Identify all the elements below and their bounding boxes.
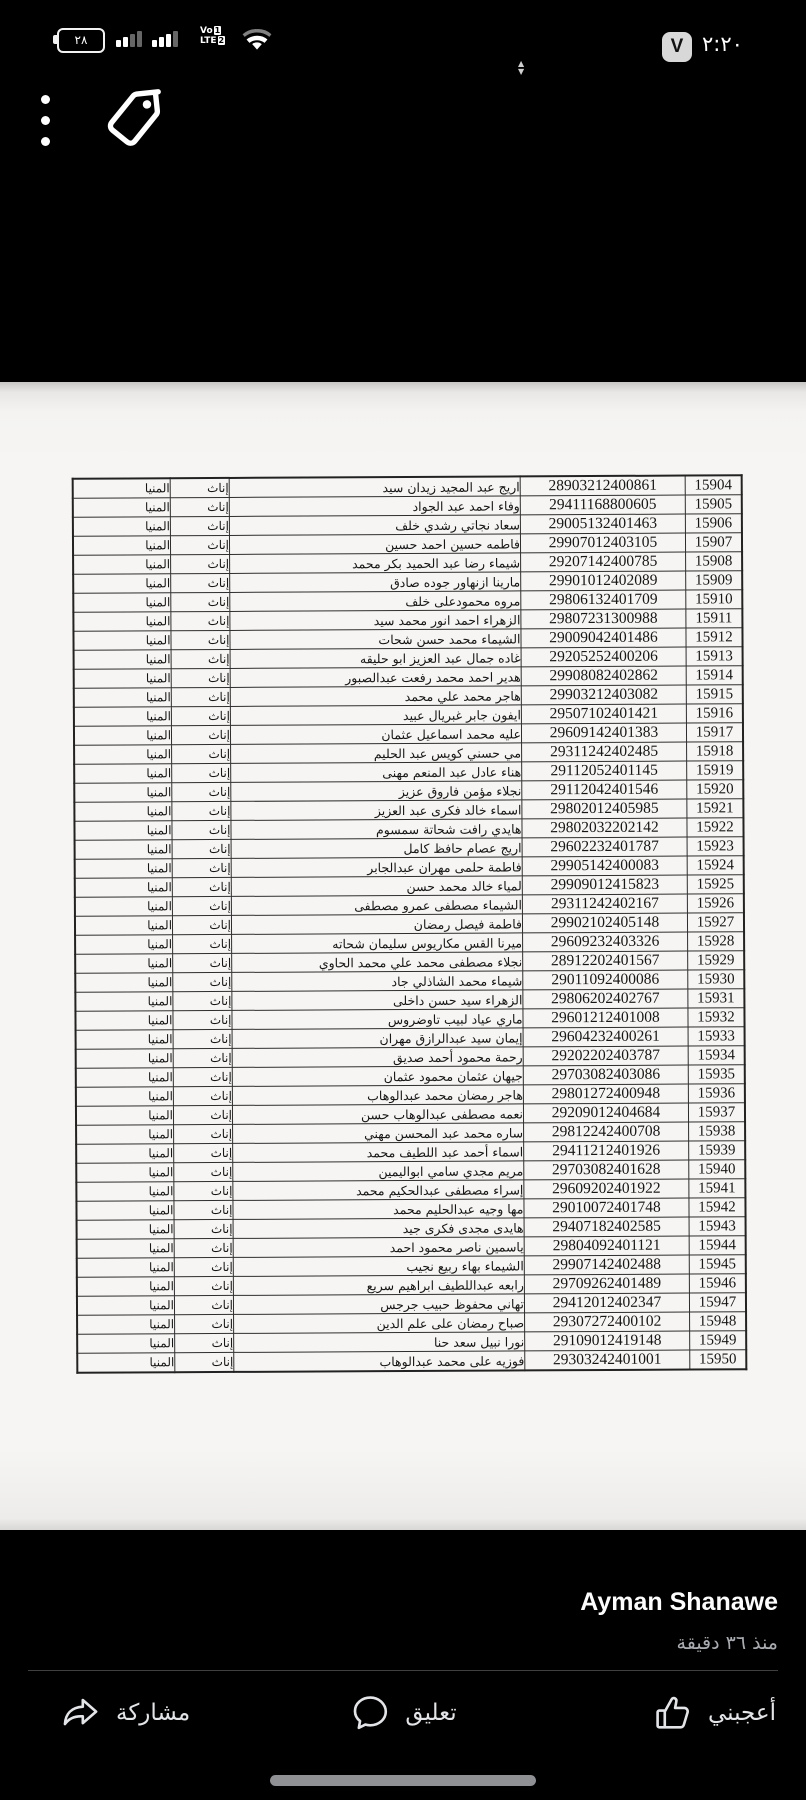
governorate-cell: المنيا — [75, 973, 173, 993]
name-cell: جيهان عثمان محمود عثمان — [232, 1066, 523, 1087]
national-id-cell: 29609142401383 — [521, 723, 686, 743]
serial-cell: 15913 — [686, 647, 743, 666]
national-id-cell: 29601212401008 — [523, 1008, 688, 1028]
gender-cell: إناث — [172, 782, 231, 801]
name-cell: اريج عصام حافظ كامل — [231, 838, 522, 859]
gender-cell: إناث — [175, 1352, 234, 1372]
serial-cell: 15946 — [689, 1274, 746, 1293]
gender-cell: إناث — [172, 801, 231, 820]
serial-cell: 15924 — [687, 856, 744, 875]
serial-cell: 15922 — [687, 818, 744, 837]
gender-cell: إناث — [174, 1162, 233, 1181]
governorate-cell: المنيا — [77, 1277, 175, 1297]
comment-button[interactable] — [349, 1692, 456, 1734]
name-cell: لمياء خالد محمد حسن — [231, 876, 522, 897]
governorate-cell: المنيا — [73, 555, 171, 575]
serial-cell: 15925 — [687, 875, 744, 894]
name-cell: مارينا ازنهاور جوده صادق — [230, 572, 521, 593]
gender-cell: إناث — [171, 573, 230, 592]
serial-cell: 15935 — [688, 1065, 745, 1084]
name-cell: فوزيه على محمد عبدالوهاب — [234, 1351, 525, 1372]
comment-bubble-icon — [349, 1692, 391, 1734]
national-id-cell: 29901012402089 — [521, 571, 686, 591]
name-cell: هدير احمد محمد رفعت عبدالصبور — [230, 667, 521, 688]
serial-cell: 15917 — [686, 723, 743, 742]
governorate-cell: المنيا — [75, 916, 173, 936]
name-cell: هاجر رمضان محمد عبدالوهاب — [232, 1085, 523, 1106]
national-id-cell: 29209012404684 — [523, 1103, 688, 1123]
governorate-cell: المنيا — [76, 1163, 174, 1183]
name-cell: اسماء أحمد عبد اللطيف محمد — [233, 1142, 524, 1163]
national-id-cell: 29807231300988 — [521, 609, 686, 629]
like-label: أعجبني — [707, 1700, 776, 1726]
name-cell: سعاد نجاتي رشدي خلف — [229, 515, 520, 536]
gender-cell: إناث — [173, 972, 232, 991]
serial-cell: 15916 — [686, 704, 743, 723]
serial-cell: 15919 — [687, 761, 744, 780]
governorate-cell: المنيا — [77, 1334, 175, 1354]
gender-cell: إناث — [174, 1295, 233, 1314]
serial-cell: 15929 — [688, 951, 745, 970]
serial-cell: 15943 — [689, 1217, 746, 1236]
name-cell: نجلاء مصطفى محمد علي محمد الحاوي — [232, 952, 523, 973]
name-cell: نورا نبيل سعد حنا — [234, 1332, 525, 1353]
name-cell: ايفون جابر غبريال عبيد — [230, 705, 521, 726]
governorate-cell: المنيا — [75, 878, 173, 898]
name-cell: الشيماء محمد حسن شحات — [230, 629, 521, 650]
gender-cell: إناث — [173, 934, 232, 953]
share-arrow-icon — [58, 1692, 102, 1734]
national-id-cell: 29703082401628 — [524, 1160, 689, 1180]
gender-cell: إناث — [175, 1314, 234, 1333]
national-id-cell: 29303242401001 — [525, 1350, 690, 1370]
gender-cell: إناث — [170, 535, 229, 554]
gender-cell: إناث — [171, 668, 230, 687]
national-id-cell: 29411212401926 — [524, 1141, 689, 1161]
name-cell: اريج عبد المجيد زيدان سيد — [229, 476, 520, 497]
national-id-cell: 29411168800605 — [520, 495, 685, 515]
gender-cell: إناث — [175, 1333, 234, 1352]
name-cell: فاطمه حسين احمد حسين — [229, 534, 520, 555]
name-cell: شيماء رضا عبد الحميد بكر محمد — [230, 553, 521, 574]
governorate-cell: المنيا — [73, 536, 171, 556]
serial-cell: 15912 — [686, 628, 743, 647]
name-cell: شيماء محمد الشاذلي جاد — [232, 971, 523, 992]
gender-cell: إناث — [172, 877, 231, 896]
gender-cell: إناث — [173, 1086, 232, 1105]
thumbs-up-icon — [652, 1692, 694, 1734]
notification-app-badge: V — [662, 32, 692, 62]
name-cell: ياسمين ناصر محمود احمد — [233, 1237, 524, 1258]
serial-cell: 15920 — [687, 780, 744, 799]
name-cell: هاجر محمد علي محمد — [230, 686, 521, 707]
governorate-cell: المنيا — [77, 1353, 175, 1373]
national-id-cell: 29801272400948 — [523, 1084, 688, 1104]
serial-cell: 15910 — [686, 590, 743, 609]
name-cell: فاطمة حلمى مهران عبدالجابر — [231, 857, 522, 878]
national-id-cell: 29109012419148 — [525, 1331, 690, 1351]
governorate-cell: المنيا — [75, 935, 173, 955]
gender-cell: إناث — [172, 744, 231, 763]
serial-cell: 15921 — [687, 799, 744, 818]
governorate-cell: المنيا — [74, 783, 172, 803]
national-id-cell: 29010072401748 — [524, 1198, 689, 1218]
governorate-cell: المنيا — [73, 498, 171, 518]
serial-cell: 15909 — [686, 571, 743, 590]
national-id-cell: 29311242402167 — [522, 894, 687, 914]
national-id-cell: 29802012405985 — [522, 799, 687, 819]
gender-cell: إناث — [170, 516, 229, 535]
gender-cell: إناث — [172, 820, 231, 839]
national-id-cell: 29609202401922 — [524, 1179, 689, 1199]
gender-cell: إناث — [171, 630, 230, 649]
governorate-cell: المنيا — [77, 1220, 175, 1240]
gender-cell: إناث — [171, 554, 230, 573]
serial-cell: 15911 — [686, 609, 743, 628]
name-cell: الزهراء احمد انور محمد سيد — [230, 610, 521, 631]
national-id-cell: 29112042401546 — [522, 780, 687, 800]
gender-cell: إناث — [172, 915, 231, 934]
national-id-cell: 29908082402862 — [521, 666, 686, 686]
serial-cell: 15936 — [688, 1084, 745, 1103]
gender-cell: إناث — [172, 896, 231, 915]
name-cell: غاده جمال عبد العزيز ابو حليقه — [230, 648, 521, 669]
governorate-cell: المنيا — [76, 1068, 174, 1088]
governorate-cell: المنيا — [75, 954, 173, 974]
serial-cell: 15933 — [688, 1027, 745, 1046]
serial-cell: 15906 — [685, 514, 742, 533]
gender-cell: إناث — [170, 478, 229, 498]
gender-cell: إناث — [174, 1181, 233, 1200]
gender-cell: إناث — [174, 1238, 233, 1257]
name-cell: هايدى مجدى فكرى جيد — [233, 1218, 524, 1239]
serial-cell: 15927 — [687, 913, 744, 932]
governorate-cell: المنيا — [74, 802, 172, 822]
comment-label: تعليق — [405, 1700, 457, 1726]
volte-indicator: Vo 1 LTE 2 — [200, 26, 225, 46]
gender-cell: إناث — [171, 649, 230, 668]
gender-cell: إناث — [173, 1067, 232, 1086]
serial-cell: 15940 — [689, 1160, 746, 1179]
name-cell: هايدي رافت شحاتة سمسوم — [231, 819, 522, 840]
records-document — [72, 474, 748, 1374]
national-id-cell: 29407182402585 — [524, 1217, 689, 1237]
governorate-cell: المنيا — [77, 1239, 175, 1259]
overflow-menu-button[interactable] — [41, 95, 51, 158]
gender-cell: إناث — [173, 1010, 232, 1029]
records-table — [72, 474, 748, 1374]
governorate-cell: المنيا — [76, 1030, 174, 1050]
governorate-cell: المنيا — [76, 1049, 174, 1069]
records-table-body — [73, 475, 747, 1372]
signal-strength-icon-sim1 — [116, 31, 142, 47]
name-cell: نعمه مصطفى عبدالوهاب حسن — [232, 1104, 523, 1125]
serial-cell: 15944 — [689, 1236, 746, 1255]
governorate-cell: المنيا — [73, 574, 171, 594]
name-cell: اسماء خالد فكرى عبد العزيز — [231, 800, 522, 821]
governorate-cell: المنيا — [73, 593, 171, 613]
serial-cell: 15947 — [689, 1293, 746, 1312]
gender-cell: إناث — [172, 839, 231, 858]
footer-divider — [28, 1670, 778, 1671]
gender-cell: إناث — [173, 1048, 232, 1067]
name-cell: ميرنا القس مكاريوس سليمان شحاته — [232, 933, 523, 954]
serial-cell: 15939 — [689, 1141, 746, 1160]
gender-cell: إناث — [171, 725, 230, 744]
name-cell: فاطمة فيصل رمضان — [231, 914, 522, 935]
national-id-cell: 29812242400708 — [524, 1122, 689, 1142]
national-id-cell: 28912202401567 — [523, 951, 688, 971]
governorate-cell: المنيا — [73, 517, 171, 537]
name-cell: تهاني محفوظ حبيب جرجس — [233, 1294, 524, 1315]
national-id-cell: 29507102401421 — [521, 704, 686, 724]
national-id-cell: 29604232400261 — [523, 1027, 688, 1047]
serial-cell: 15934 — [688, 1046, 745, 1065]
national-id-cell: 29112052401145 — [522, 761, 687, 781]
gender-cell: إناث — [173, 953, 232, 972]
post-photo — [0, 382, 806, 1530]
governorate-cell: المنيا — [75, 859, 173, 879]
governorate-cell: المنيا — [77, 1315, 175, 1335]
gender-cell: إناث — [173, 1029, 232, 1048]
gender-cell: إناث — [173, 991, 232, 1010]
governorate-cell: المنيا — [77, 1296, 175, 1316]
national-id-cell: 29909012415823 — [522, 875, 687, 895]
name-cell: هناء عادل عبد المنعم مهنى — [231, 762, 522, 783]
post-author[interactable]: Ayman Shanawe — [580, 1588, 778, 1616]
governorate-cell: المنيا — [73, 631, 171, 651]
national-id-cell: 29602232401787 — [522, 837, 687, 857]
serial-cell: 15915 — [686, 685, 743, 704]
serial-cell: 15949 — [690, 1331, 747, 1350]
governorate-cell: المنيا — [74, 650, 172, 670]
name-cell: عليه محمد اسماعيل عثمان — [230, 724, 521, 745]
serial-cell: 15923 — [687, 837, 744, 856]
name-cell: الزهراء سيد حسن داخلى — [232, 990, 523, 1011]
home-indicator[interactable] — [270, 1775, 536, 1786]
serial-cell: 15907 — [685, 533, 742, 552]
gender-cell: إناث — [174, 1257, 233, 1276]
gender-cell: إناث — [174, 1200, 233, 1219]
post-timestamp: منذ ٣٦ دقيقة — [676, 1632, 778, 1654]
serial-cell: 15928 — [688, 932, 745, 951]
national-id-cell: 29806202402767 — [523, 989, 688, 1009]
serial-cell: 15938 — [689, 1122, 746, 1141]
governorate-cell: المنيا — [73, 478, 171, 498]
name-cell: مروه محمودعلى خلف — [230, 591, 521, 612]
name-cell: مريم مجدي سامي ابواليمين — [233, 1161, 524, 1182]
governorate-cell: المنيا — [74, 707, 172, 727]
status-bar — [0, 0, 806, 76]
national-id-cell: 29005132401463 — [520, 514, 685, 534]
national-id-cell: 29202202403787 — [523, 1046, 688, 1066]
gender-cell: إناث — [170, 497, 229, 516]
national-id-cell: 29903212403082 — [521, 685, 686, 705]
serial-cell: 15914 — [686, 666, 743, 685]
status-bar-clock: ٢:٢٠ — [702, 32, 743, 56]
governorate-cell: المنيا — [75, 840, 173, 860]
serial-cell: 15941 — [689, 1179, 746, 1198]
name-cell: رابعه عبداللطيف ابراهيم سريع — [233, 1275, 524, 1296]
serial-cell: 15942 — [689, 1198, 746, 1217]
national-id-cell: 29011092400086 — [523, 970, 688, 990]
national-id-cell: 29804092401121 — [524, 1236, 689, 1256]
serial-cell: 15918 — [687, 742, 744, 761]
national-id-cell: 29412012402347 — [524, 1293, 689, 1313]
national-id-cell: 29806132401709 — [521, 590, 686, 610]
gender-cell: إناث — [174, 1219, 233, 1238]
serial-cell: 15948 — [690, 1312, 747, 1331]
serial-cell: 15904 — [685, 475, 742, 495]
serial-cell: 15908 — [686, 552, 743, 571]
governorate-cell: المنيا — [73, 612, 171, 632]
governorate-cell: المنيا — [76, 1087, 174, 1107]
gender-cell: إناث — [171, 687, 230, 706]
national-id-cell: 29907012403105 — [520, 533, 685, 553]
national-id-cell: 29207142400785 — [521, 552, 686, 572]
name-cell: إيمان سيد عبدالرازق مهران — [232, 1028, 523, 1049]
governorate-cell: المنيا — [74, 821, 172, 841]
gender-cell: إناث — [172, 763, 231, 782]
tag-icon[interactable] — [103, 84, 171, 152]
serial-cell: 15905 — [685, 495, 742, 514]
table-row — [77, 1350, 746, 1373]
national-id-cell: 29703082403086 — [523, 1065, 688, 1085]
national-id-cell: 29609232403326 — [523, 932, 688, 952]
share-button[interactable] — [58, 1692, 190, 1734]
name-cell: ساره محمد عبد المحسن مهني — [233, 1123, 524, 1144]
name-cell: مي حسني كويس عبد الحليم — [231, 743, 522, 764]
national-id-cell: 28903212400861 — [520, 476, 685, 496]
governorate-cell: المنيا — [74, 688, 172, 708]
serial-cell: 15950 — [690, 1350, 747, 1370]
national-id-cell: 29205252400206 — [521, 647, 686, 667]
gender-cell: إناث — [173, 1105, 232, 1124]
name-cell: الشيماء مصطفى عمرو مصطفى — [231, 895, 522, 916]
battery-level: ٢٨ — [74, 33, 88, 47]
governorate-cell: المنيا — [76, 1125, 174, 1145]
national-id-cell: 29802032202142 — [522, 818, 687, 838]
governorate-cell: المنيا — [76, 1144, 174, 1164]
governorate-cell: المنيا — [76, 1106, 174, 1126]
governorate-cell: المنيا — [74, 726, 172, 746]
name-cell: مها وجيه عبدالحليم محمد — [233, 1199, 524, 1220]
governorate-cell: المنيا — [74, 669, 172, 689]
governorate-cell: المنيا — [76, 1182, 174, 1202]
gender-cell: إناث — [171, 611, 230, 630]
name-cell: ماري عياد لبيب تاوضروس — [232, 1009, 523, 1030]
serial-cell: 15931 — [688, 989, 745, 1008]
signal-strength-icon-sim2 — [152, 31, 178, 47]
serial-cell: 15926 — [687, 894, 744, 913]
governorate-cell: المنيا — [75, 992, 173, 1012]
share-label: مشاركة — [116, 1700, 191, 1726]
name-cell: نجلاء مؤمن فاروق عزيز — [231, 781, 522, 802]
gender-cell: إناث — [171, 706, 230, 725]
gender-cell: إناث — [174, 1124, 233, 1143]
governorate-cell: المنيا — [74, 764, 172, 784]
national-id-cell: 29311242402485 — [522, 742, 687, 762]
gender-cell: إناث — [171, 592, 230, 611]
governorate-cell: المنيا — [74, 745, 172, 765]
serial-cell: 15930 — [688, 970, 745, 989]
name-cell: إسراء مصطفى عبدالحكيم محمد — [233, 1180, 524, 1201]
national-id-cell: 29907142402488 — [524, 1255, 689, 1275]
serial-cell: 15937 — [688, 1103, 745, 1122]
governorate-cell: المنيا — [77, 1258, 175, 1278]
serial-cell: 15945 — [689, 1255, 746, 1274]
gender-cell: إناث — [172, 858, 231, 877]
battery-icon — [57, 28, 105, 53]
national-id-cell: 29307272400102 — [525, 1312, 690, 1332]
governorate-cell: المنيا — [75, 897, 173, 917]
gender-cell: إناث — [174, 1143, 233, 1162]
national-id-cell: 29009042401486 — [521, 628, 686, 648]
wifi-traffic-arrows-icon: ▲ ▼ — [518, 59, 525, 76]
governorate-cell: المنيا — [75, 1011, 173, 1031]
governorate-cell: المنيا — [76, 1201, 174, 1221]
national-id-cell: 29902102405148 — [522, 913, 687, 933]
name-cell: وفاء احمد عبد الجواد — [229, 496, 520, 517]
name-cell: الشيماء بهاء ربيع نجيب — [233, 1256, 524, 1277]
name-cell: رحمة محمود أحمد صديق — [232, 1047, 523, 1068]
national-id-cell: 29905142400083 — [522, 856, 687, 876]
serial-cell: 15932 — [688, 1008, 745, 1027]
national-id-cell: 29709262401489 — [524, 1274, 689, 1294]
wifi-icon — [242, 28, 525, 76]
like-button[interactable] — [652, 1692, 776, 1734]
name-cell: صباح رمضان على علم الدين — [234, 1313, 525, 1334]
gender-cell: إناث — [174, 1276, 233, 1295]
